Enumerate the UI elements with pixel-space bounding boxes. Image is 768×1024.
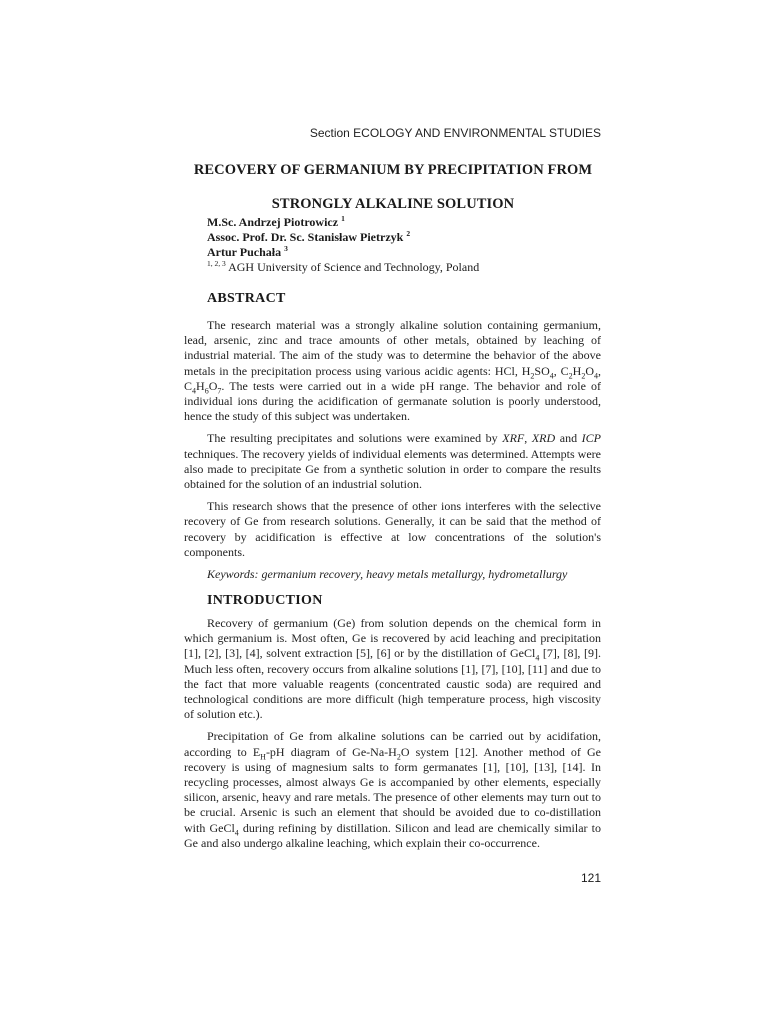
abstract-heading: ABSTRACT — [207, 291, 286, 306]
title-line-2: STRONGLY ALKALINE SOLUTION — [271, 196, 515, 212]
author-1: M.Sc. Andrzej Piotrowicz $^1$ — [207, 214, 345, 229]
abstract-paragraph-1: The research material was a strongly alkaline solution containing germanium, lead, arsenic, zinc and trace amounts of other metals, obtained by leaching of industrial material. The aim of the study was to determine the behavior of the above metals in the precipitation process using various acidic agents: HCl, $H_2SO_4$, $C_2H_2O_4$, $C_4H_6O_7$. The tests were carried out in a wide pH range. The behavior and role of individual ions during the acidification of germanate solution is poorly understood, hence the study of this subject was undertaken. — [184, 318, 601, 424]
introduction-body — [184, 616, 601, 851]
intro-paragraph-1: Recovery of germanium (Ge) from solution depends on the chemical form in which germanium is. Most often, Ge is recovered by acid leaching and precipitation [1], [2], [3], [4], solvent extraction [5], [6] or by the distillation of GeCl$_4$ [7], [8], [9]. Much less often, recovery occurs from alkaline solutions [1], [7], [10], [11] and due to the fact that more valuable reagents (concentrated caustic soda) are required and technological conditions are more difficult (high temperature process, high viscosity of solution etc.). — [184, 616, 601, 722]
author-3: Artur Puchała $^3$ — [207, 244, 288, 259]
page-number: 121 — [580, 871, 601, 885]
author-list — [207, 215, 607, 275]
paper-title — [160, 153, 626, 221]
author-2: Assoc. Prof. Dr. Sc. Stanisław Pietrzyk $^2$ — [207, 229, 411, 244]
keywords: Keywords: germanium recovery, heavy metals metallurgy, hydrometallurgy — [207, 567, 568, 582]
title-line-1: RECOVERY OF GERMANIUM BY PRECIPITATION FROM — [193, 162, 593, 178]
abstract-paragraph-2: The resulting precipitates and solutions were examined by XRF, XRD and ICP techniques. The recovery yields of individual elements was determined. Attempts were also made to precipitate Ge from a synthetic solution in order to compare the results obtained for the solution of an industrial solution. — [184, 431, 602, 492]
introduction-heading: INTRODUCTION — [207, 593, 323, 608]
section-header: Section ECOLOGY AND ENVIRONMENTAL STUDIES — [309, 126, 601, 140]
abstract-paragraph-3: This research shows that the presence of other ions interferes with the selective recovery of Ge from research solutions. Generally, it can be said that the method of recovery by acidification is effective at low concentrations of the solution's components. — [184, 499, 601, 559]
affiliation: $^{1, 2, 3}$ AGH University of Science and Technology, Poland — [207, 259, 480, 274]
intro-paragraph-2: Precipitation of Ge from alkaline solutions can be carried out by acidifation, according to $E_H-pH$ diagram of $Ge-Na-H_2O$ system [12]. Another method of Ge recovery is using of magnesium salts to form germanates [1], [10], [13], [14]. In recycling processes, almost always Ge is accompanied by other elements, especially silicon, arsenic, heavy and rare metals. The presence of other elements may turn out to be crucial. Arsenic is such an element that should be avoided due to co-distillation with GeCl$_4$ during refining by distillation. Silicon and lead are chemically similar to Ge and also undergo alkaline leaching, which explain their co-occurrence. — [184, 729, 601, 850]
abstract-body — [184, 318, 601, 582]
